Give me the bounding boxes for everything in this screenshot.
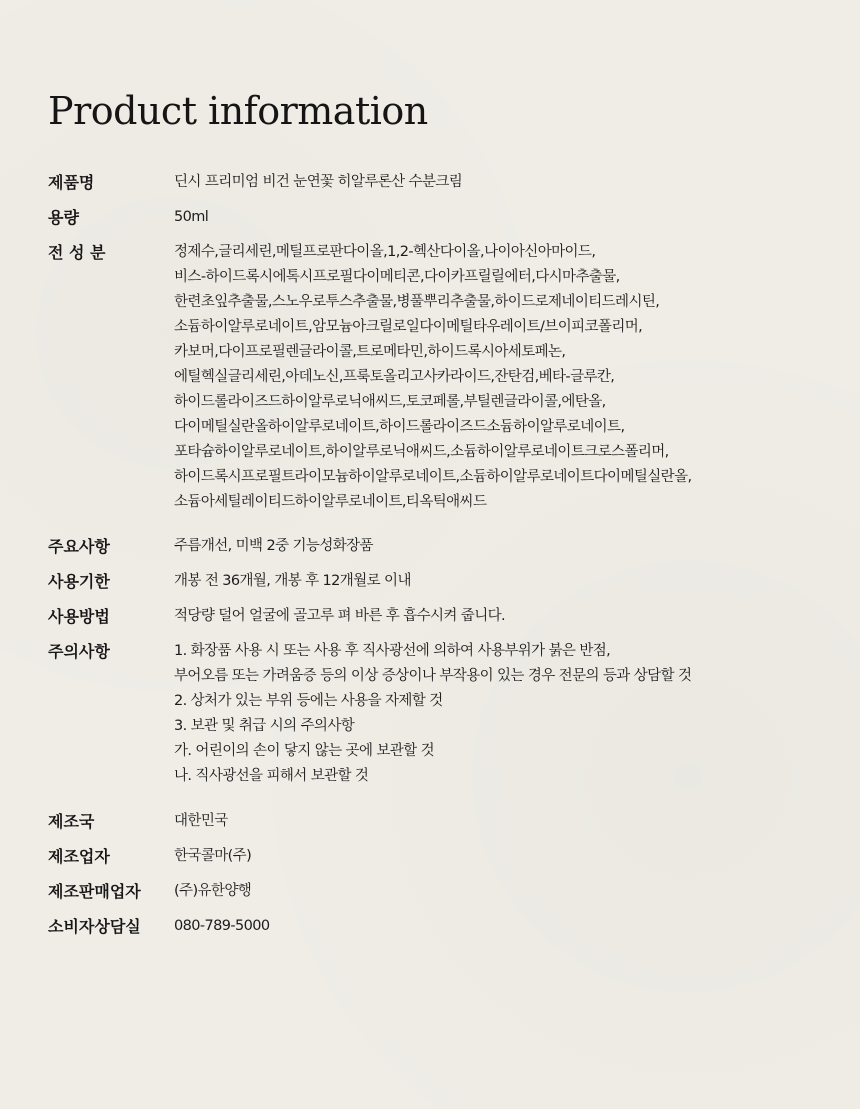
info-row-distributor bbox=[48, 879, 860, 904]
info-row-usage bbox=[48, 604, 860, 629]
row-value bbox=[174, 914, 860, 939]
row-value bbox=[174, 205, 860, 230]
row-value bbox=[174, 170, 860, 195]
row-value bbox=[174, 604, 860, 629]
info-row-cautions bbox=[48, 639, 860, 789]
value-line: 카보머,다이프로필렌글라이콜,트로메타민,하이드록시아세토페논, bbox=[174, 344, 566, 360]
row-value bbox=[174, 240, 860, 515]
value-line: 에틸헥실글리세린,아데노신,프룩토올리고사카라이드,잔탄검,베타-글루칸, bbox=[174, 369, 615, 385]
row-label: 주의사항 bbox=[48, 642, 110, 661]
value-line: 다이메틸실란올하이알루로네이트,하이드롤라이즈드소듐하이알루로네이트, bbox=[174, 419, 625, 435]
row-value bbox=[174, 809, 860, 834]
row-label: 제조판매업자 bbox=[48, 882, 141, 901]
row-value bbox=[174, 844, 860, 869]
row-label: 전 성 분 bbox=[48, 243, 106, 262]
value-line: 가. 어린이의 손이 닿지 않는 곳에 보관할 것 bbox=[174, 743, 434, 759]
value-line: 소듐아세틸레이티드하이알루로네이트,티옥틱애씨드 bbox=[174, 494, 487, 510]
info-row-ingredients bbox=[48, 240, 860, 515]
value-line: 포타슘하이알루로네이트,하이알루로닉애씨드,소듐하이알루로네이트크로스폴리머, bbox=[174, 444, 669, 460]
page-title: Product information bbox=[48, 89, 428, 133]
info-row-product-name bbox=[48, 170, 860, 195]
value-line: 3. 보관 및 취급 시의 주의사항 bbox=[174, 718, 355, 734]
info-row-volume bbox=[48, 205, 860, 230]
row-label: 제조업자 bbox=[48, 847, 110, 866]
value-line: 적당량 덜어 얼굴에 골고루 펴 바른 후 흡수시켜 줍니다. bbox=[174, 608, 506, 624]
value-line: 하이드록시프로필트라이모늄하이알루로네이트,소듐하이알루로네이트다이메틸실란올, bbox=[174, 469, 692, 485]
row-label: 사용방법 bbox=[48, 607, 110, 626]
row-label: 제품명 bbox=[48, 173, 95, 192]
row-value bbox=[174, 639, 860, 789]
value-line: 한련초잎추출물,스노우로투스추출물,병풀뿌리추출물,하이드로제네이티드레시틴, bbox=[174, 294, 660, 310]
info-row-customer-service bbox=[48, 914, 860, 939]
value-line: 딘시 프리미엄 비건 눈연꽃 히알루론산 수분크림 bbox=[174, 174, 463, 190]
value-line: 080-789-5000 bbox=[174, 918, 270, 934]
row-label: 용량 bbox=[48, 208, 79, 227]
row-value bbox=[174, 569, 860, 594]
info-row-expiry bbox=[48, 569, 860, 594]
row-label: 주요사항 bbox=[48, 537, 110, 556]
value-line: 하이드롤라이즈드하이알루로닉애씨드,토코페롤,부틸렌글라이콜,에탄올, bbox=[174, 394, 606, 410]
value-line: 개봉 전 36개월, 개봉 후 12개월로 이내 bbox=[174, 573, 411, 589]
value-line: 주름개선, 미백 2중 기능성화장품 bbox=[174, 538, 373, 554]
product-info-list bbox=[48, 170, 860, 939]
value-line: 정제수,글리세린,메틸프로판다이올,1,2-헥산다이올,나이아신아마이드, bbox=[174, 244, 596, 260]
value-line: 2. 상처가 있는 부위 등에는 사용을 자제할 것 bbox=[174, 693, 443, 709]
value-line: 대한민국 bbox=[174, 813, 228, 829]
value-line: 비스-하이드록시에톡시프로필다이메티콘,다이카프릴릴에터,다시마추출물, bbox=[174, 269, 620, 285]
row-label: 제조국 bbox=[48, 812, 95, 831]
value-line: 부어오름 또는 가려움증 등의 이상 증상이나 부작용이 있는 경우 전문의 등과 상담할 것 bbox=[174, 668, 692, 684]
value-line: 한국콜마(주) bbox=[174, 848, 252, 864]
row-label: 소비자상담실 bbox=[48, 917, 141, 936]
info-row-country bbox=[48, 809, 860, 834]
value-line: 소듐하이알루로네이트,암모늄아크릴로일다이메틸타우레이트/브이피코폴리머, bbox=[174, 319, 643, 335]
value-line: 나. 직사광선을 피해서 보관할 것 bbox=[174, 768, 369, 784]
value-line: (주)유한양행 bbox=[174, 883, 252, 899]
value-line: 50ml bbox=[174, 209, 209, 225]
row-value bbox=[174, 879, 860, 904]
value-line: 1. 화장품 사용 시 또는 사용 후 직사광선에 의하여 사용부위가 붉은 반점, bbox=[174, 643, 611, 659]
row-value bbox=[174, 534, 860, 559]
info-row-key-notes bbox=[48, 534, 860, 559]
row-label: 사용기한 bbox=[48, 572, 110, 591]
info-row-manufacturer bbox=[48, 844, 860, 869]
